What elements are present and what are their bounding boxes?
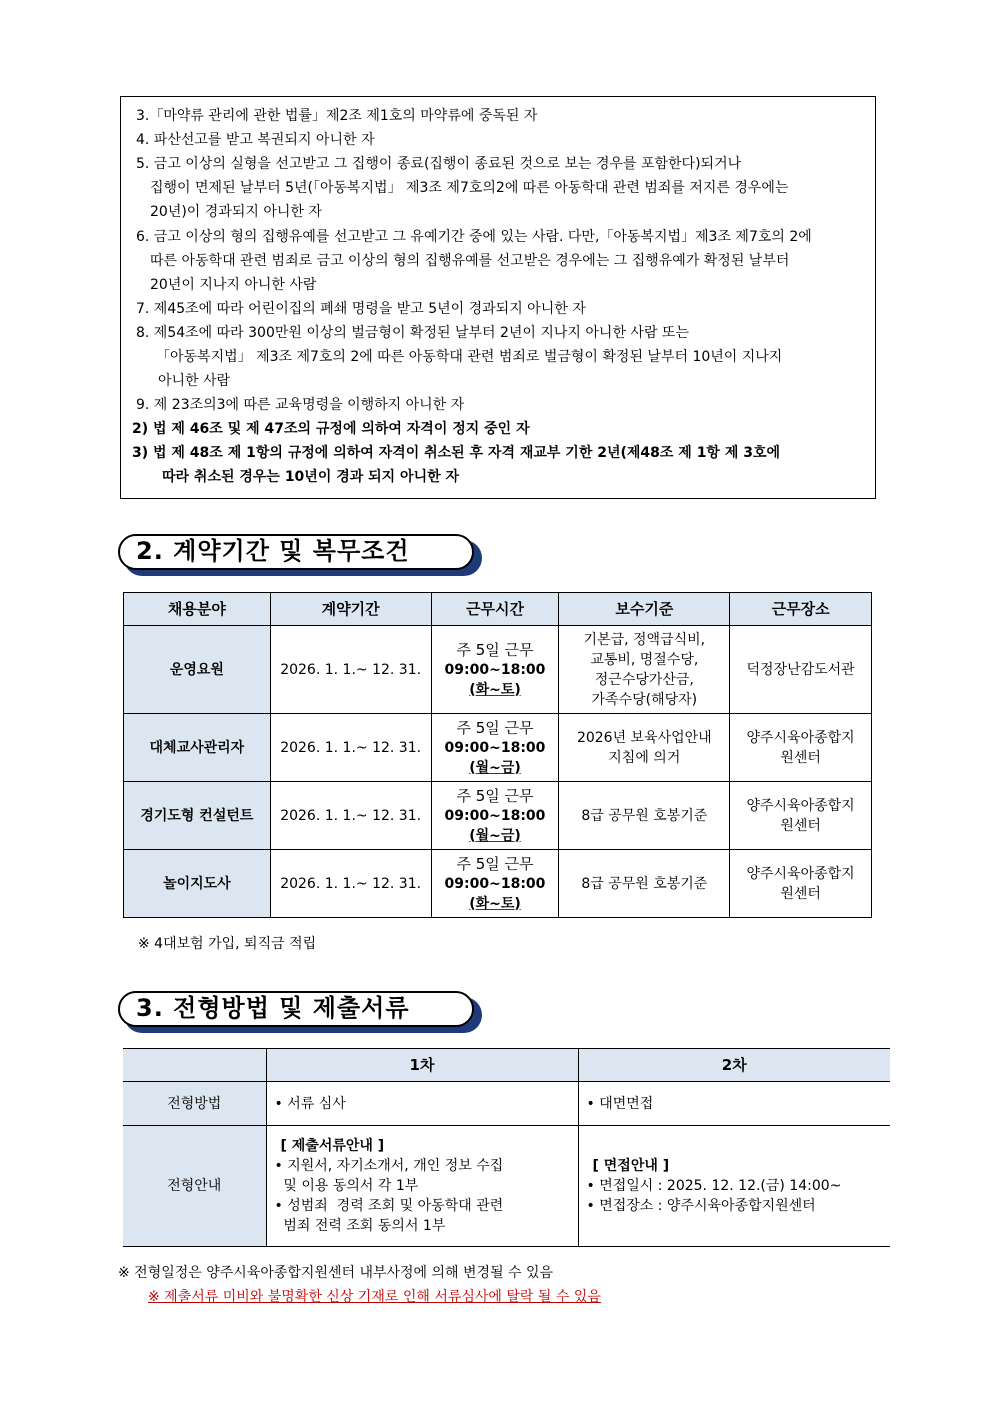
qual-line: 따른 아동학대 관련 범죄로 금고 이상의 형의 집행유예를 선고받은 경우에는 그 집행유예가 확정된 날부터 bbox=[150, 253, 790, 269]
hours-cell bbox=[431, 714, 559, 782]
period-cell: 2026. 1. 1.~ 12. 31. bbox=[270, 850, 431, 918]
interview-line: • 면접일시 : 2025. 12. 12.(금) 14:00~ bbox=[586, 1178, 842, 1194]
qualifications-box bbox=[120, 96, 876, 499]
qual-line: 7. 제45조에 따라 어린이집의 폐쇄 명령을 받고 5년이 경과되지 아니한 자 bbox=[136, 301, 586, 317]
hours-weekdays: (월~금) bbox=[469, 759, 521, 776]
place-cell: 덕정장난감도서관 bbox=[730, 626, 872, 714]
table-row bbox=[124, 626, 872, 714]
documents-warning: ※ 제출서류 미비와 불명확한 신상 기재로 인해 서류심사에 탈락 될 수 있음 bbox=[148, 1289, 601, 1305]
table-row bbox=[123, 1082, 890, 1126]
documents-line: 및 이용 동의서 각 1부 bbox=[274, 1178, 419, 1194]
pay-cell: 기본급, 정액급식비, 교통비, 명절수당, 정근수당가산금, 가족수당(해당자) bbox=[559, 626, 730, 714]
documents-line: • 성범죄 경력 조회 및 아동학대 관련 bbox=[274, 1198, 504, 1214]
place-cell: 양주시육아종합지 원센터 bbox=[730, 850, 872, 918]
col-header: 채용분야 bbox=[124, 593, 271, 626]
hours-days: 주 5일 근무 bbox=[456, 718, 534, 737]
section2-title: 2. 계약기간 및 복무조건 bbox=[136, 537, 410, 565]
method-label: 전형방법 bbox=[123, 1082, 266, 1126]
hours-days: 주 5일 근무 bbox=[456, 854, 534, 873]
qual-line: 아니한 사람 bbox=[158, 373, 231, 389]
hours-time: 09:00~18:00 bbox=[444, 807, 546, 824]
place-cell: 양주시육아종합지 원센터 bbox=[730, 782, 872, 850]
qual-line: 9. 제 23조의3에 따른 교육명령을 이행하지 아니한 자 bbox=[136, 397, 465, 413]
hours-days: 주 5일 근무 bbox=[456, 786, 534, 805]
qual-line: 8. 제54조에 따라 300만원 이상의 벌금형이 확정된 날부터 2년이 지나지 아니한 사람 또는 bbox=[136, 325, 689, 341]
col-header bbox=[123, 1049, 266, 1082]
period-cell: 2026. 1. 1.~ 12. 31. bbox=[270, 714, 431, 782]
table-row bbox=[124, 782, 872, 850]
insurance-note: ※ 4대보험 가입, 퇴직금 적립 bbox=[138, 936, 317, 952]
table-row bbox=[124, 714, 872, 782]
qual-line: 6. 금고 이상의 형의 집행유예를 선고받고 그 유예기간 중에 있는 사람. 다만,「아동복지법」제3조 제7호의 2에 bbox=[136, 229, 812, 245]
hours-cell bbox=[431, 850, 559, 918]
documents-line: • 지원서, 자기소개서, 개인 정보 수집 bbox=[274, 1158, 504, 1174]
guide-second bbox=[578, 1126, 890, 1247]
place-cell: 양주시육아종합지 원센터 bbox=[730, 714, 872, 782]
hours-cell bbox=[431, 626, 559, 714]
qual-line: 3.「마약류 관리에 관한 법률」제2조 제1호의 마약류에 중독된 자 bbox=[136, 108, 538, 124]
section3-title: 3. 전형방법 및 제출서류 bbox=[136, 994, 410, 1022]
period-cell: 2026. 1. 1.~ 12. 31. bbox=[270, 782, 431, 850]
qual-line: 집행이 면제된 날부터 5년(「아동복지법」 제3조 제7호의2에 따른 아동학대 관련 범죄를 저지른 경우에는 bbox=[150, 180, 789, 196]
selection-table bbox=[123, 1048, 890, 1247]
qual-line: 20년)이 경과되지 아니한 자 bbox=[150, 204, 322, 220]
hours-days: 주 5일 근무 bbox=[456, 640, 534, 659]
period-cell: 2026. 1. 1.~ 12. 31. bbox=[270, 626, 431, 714]
qual-line: 5. 금고 이상의 실형을 선고받고 그 집행이 종료(집행이 종료된 것으로 보는 경우를 포함한다)되거나 bbox=[136, 156, 742, 172]
qual-line: 20년이 지나지 아니한 사람 bbox=[150, 277, 317, 293]
col-header: 계약기간 bbox=[270, 593, 431, 626]
table-row bbox=[123, 1126, 890, 1247]
hours-weekdays: (화~토) bbox=[469, 681, 521, 698]
method-first: • 서류 심사 bbox=[266, 1082, 578, 1126]
table-row bbox=[124, 850, 872, 918]
col-header: 1차 bbox=[266, 1049, 578, 1082]
hours-weekdays: (월~금) bbox=[469, 827, 521, 844]
method-second: • 대면면접 bbox=[578, 1082, 890, 1126]
col-header: 근무시간 bbox=[431, 593, 559, 626]
pay-cell: 8급 공무원 호봉기준 bbox=[559, 782, 730, 850]
col-header: 2차 bbox=[578, 1049, 890, 1082]
hours-cell bbox=[431, 782, 559, 850]
field-cell: 경기도형 컨설턴트 bbox=[124, 782, 271, 850]
guide-first bbox=[266, 1126, 578, 1247]
documents-title: [ 제출서류안내 ] bbox=[280, 1138, 385, 1154]
qual-line: 「아동복지법」 제3조 제7호의 2에 따른 아동학대 관련 범죄로 벌금형이 확정된 날부터 10년이 지나지 bbox=[156, 349, 783, 365]
qual-line-bold: 따라 취소된 경우는 10년이 경과 되지 아니한 자 bbox=[162, 469, 460, 485]
hours-time: 09:00~18:00 bbox=[444, 661, 546, 678]
qual-line-bold: 3) 법 제 48조 제 1항의 규정에 의하여 자격이 취소된 후 자격 재교부 기한 2년(제48조 제 1항 제 3호에 bbox=[132, 445, 781, 461]
hours-time: 09:00~18:00 bbox=[444, 875, 546, 892]
field-cell: 놀이지도사 bbox=[124, 850, 271, 918]
pay-cell: 2026년 보육사업안내 지침에 의거 bbox=[559, 714, 730, 782]
hours-time: 09:00~18:00 bbox=[444, 739, 546, 756]
qual-line: 4. 파산선고를 받고 복권되지 아니한 자 bbox=[136, 132, 375, 148]
schedule-note: ※ 전형일정은 양주시육아종합지원센터 내부사정에 의해 변경될 수 있음 bbox=[118, 1265, 554, 1281]
table-header-row bbox=[123, 1049, 890, 1082]
interview-line: • 면접장소 : 양주시육아종합지원센터 bbox=[586, 1198, 816, 1214]
guide-label: 전형안내 bbox=[123, 1126, 266, 1247]
col-header: 보수기준 bbox=[559, 593, 730, 626]
qual-line-bold: 2) 법 제 46조 및 제 47조의 규정에 의하여 자격이 정지 중인 자 bbox=[132, 421, 530, 437]
field-cell: 운영요원 bbox=[124, 626, 271, 714]
pay-cell: 8급 공무원 호봉기준 bbox=[559, 850, 730, 918]
interview-title: [ 면접안내 ] bbox=[592, 1158, 670, 1174]
hours-weekdays: (화~토) bbox=[469, 895, 521, 912]
col-header: 근무장소 bbox=[730, 593, 872, 626]
contract-table bbox=[123, 592, 872, 918]
table-header-row bbox=[124, 593, 872, 626]
field-cell: 대체교사관리자 bbox=[124, 714, 271, 782]
documents-line: 범죄 전력 조회 동의서 1부 bbox=[274, 1218, 446, 1234]
